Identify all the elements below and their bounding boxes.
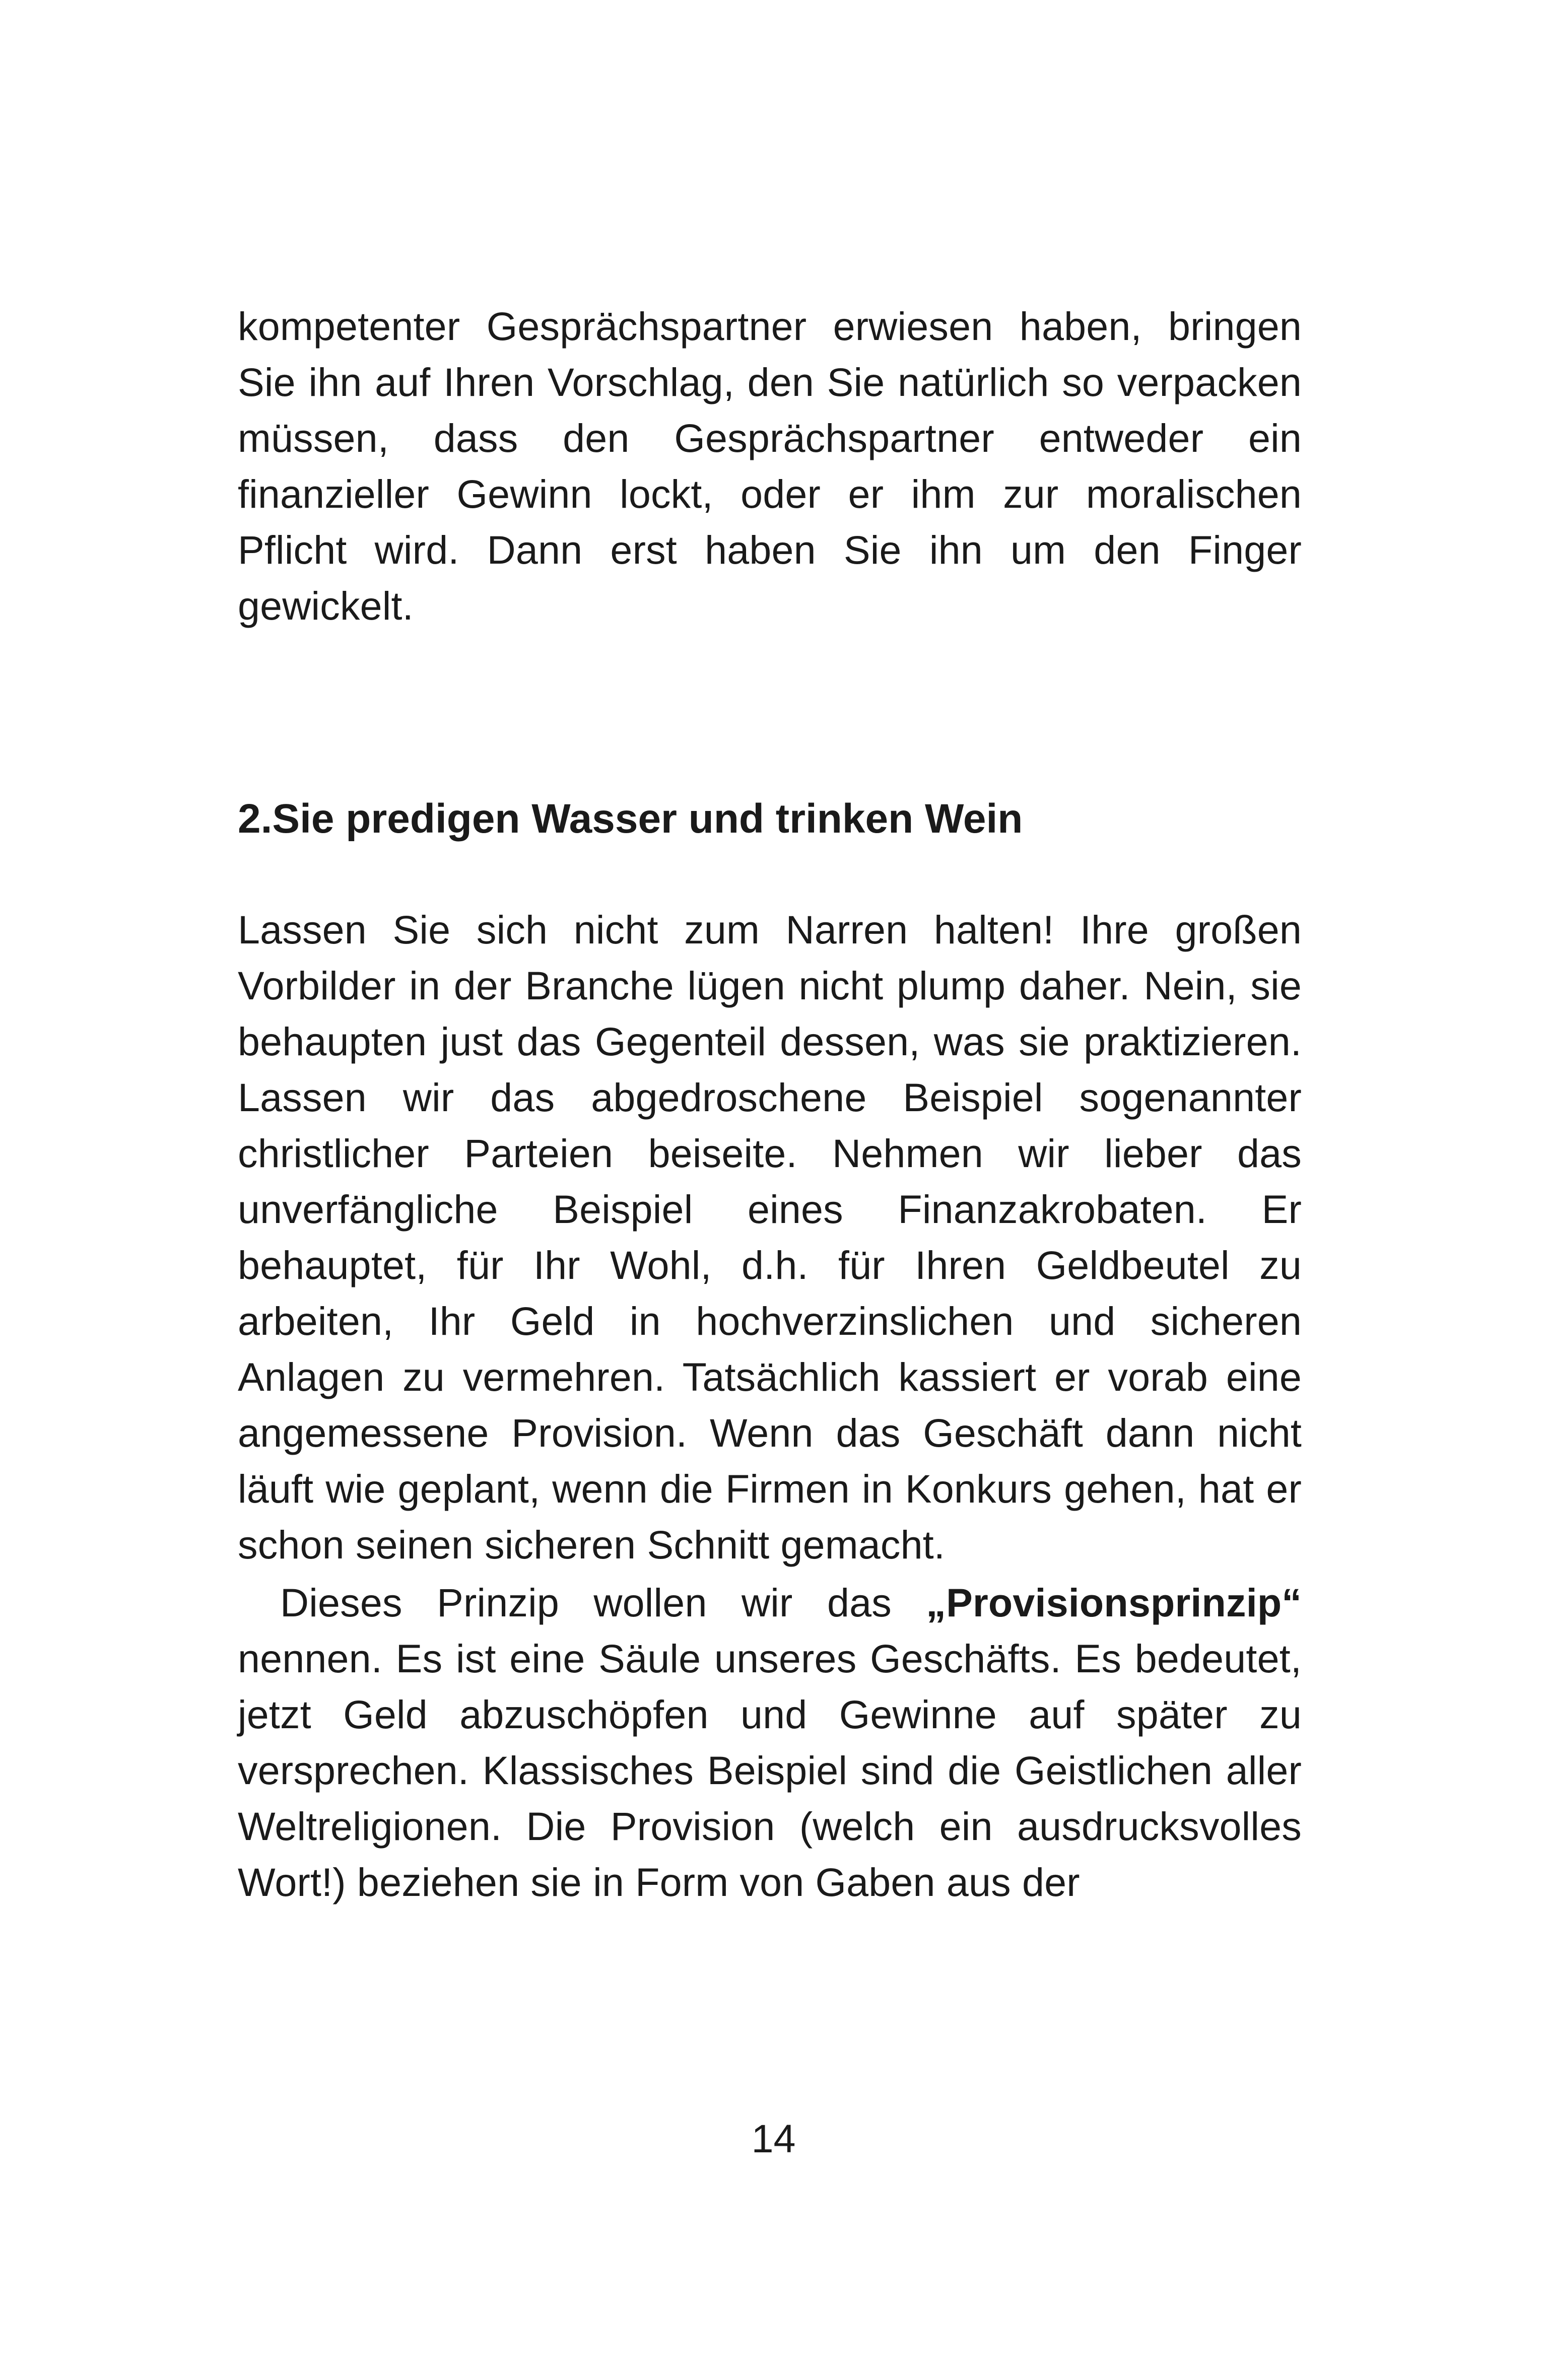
paragraph <box>238 902 1302 1573</box>
section-heading: 2.Sie predigen Wasser und trinken Wein <box>238 796 1023 842</box>
paragraph-text <box>238 1575 1302 1910</box>
paragraph-text: kompetenter Gesprächspartner erwiesen haben, bringen Sie ihn auf Ihren Vorschlag, den Sie natürlich so verpacken müssen, dass den Gesprächspartner entweder ein finanzieller Gewinn lockt, oder er ihm zur moralischen Pflicht wird. Dann erst haben Sie ihn um den Finger gewickelt. <box>238 304 1302 628</box>
paragraph-continued <box>238 298 1302 634</box>
bold-term: „Provisionsprinzip“ <box>926 1580 1302 1625</box>
paragraph-text-rest: nennen. Es ist eine Säule unseres Geschäfts. Es bedeutet, jetzt Geld abzuschöpfen und Gewinne auf später zu versprechen. Klassisches Beispiel sind die Geistlichen aller Weltreligionen. Die Provision (welch ein ausdrucksvolles Wort!) beziehen sie in Form von Gaben aus der <box>238 1636 1302 1905</box>
paragraph <box>238 1575 1302 1910</box>
page-number: 14 <box>751 2116 796 2161</box>
paragraph-text-start: Dieses Prinzip wollen wir das <box>280 1580 926 1625</box>
paragraph-text: Lassen Sie sich nicht zum Narren halten! Ihre großen Vorbilder in der Branche lügen nicht plump daher. Nein, sie behaupten just das Gegenteil dessen, was sie praktizieren. Lassen wir das abgedroschene Beispiel sogenannter christlicher Parteien beiseite. Nehmen wir lieber das unverfängliche Beispiel eines Finanzakrobaten. Er behauptet, für Ihr Wohl, d.h. für Ihren Geldbeutel zu arbeiten, Ihr Geld in hochverzinslichen und sicheren Anlagen zu vermehren. Tatsächlich kassiert er vorab eine angemessene Provision. Wenn das Geschäft dann nicht läuft wie geplant, wenn die Firmen in Konkurs gehen, hat er schon seinen sicheren Schnitt gemacht. <box>238 907 1302 1567</box>
